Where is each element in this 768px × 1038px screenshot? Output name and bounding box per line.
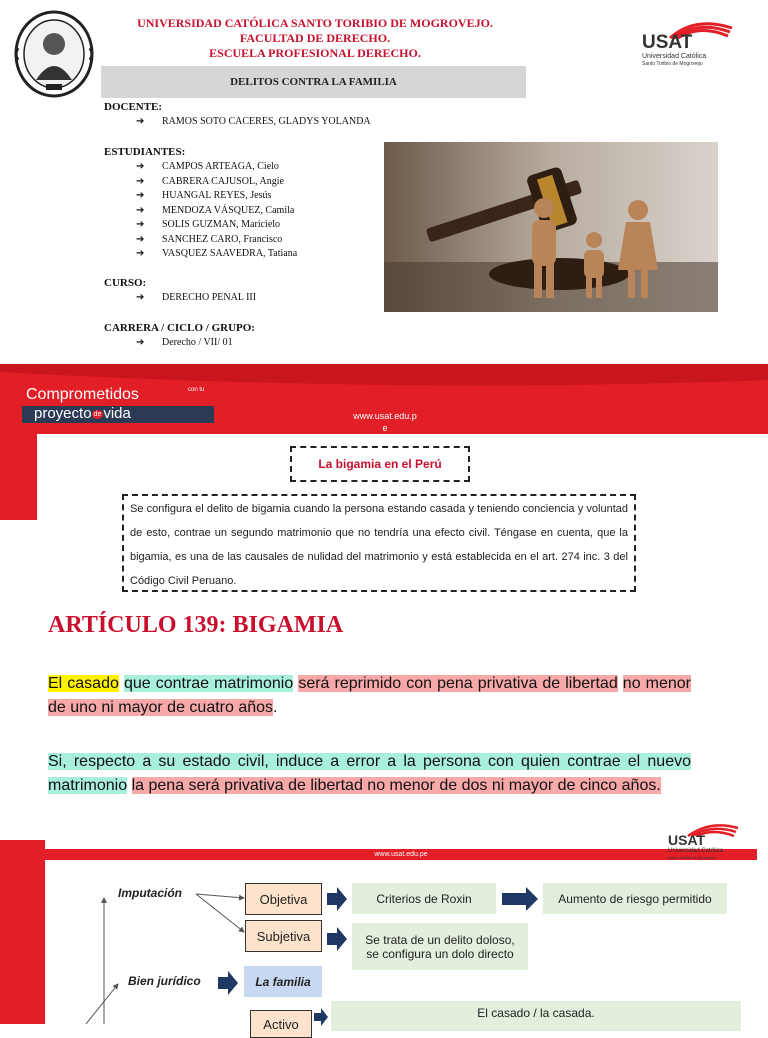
university-name: UNIVERSIDAD CATÓLICA SANTO TORIBIO DE MOGROVEJO. xyxy=(137,16,493,30)
usat-logo-small-text: USAT xyxy=(668,832,706,848)
student-name: SOLIS GUZMAN, Maricielo xyxy=(162,219,281,230)
box-el-casado xyxy=(331,1001,741,1031)
usat-logo-small xyxy=(666,818,746,864)
teacher-item xyxy=(136,115,371,130)
student-name: CABRERA CAJUSOL, Angie xyxy=(162,175,284,187)
box-la-familia: La familia xyxy=(244,966,322,997)
box-criterios-roxin: Criterios de Roxin xyxy=(352,883,496,914)
navy-arrow-icon xyxy=(502,887,538,916)
student-item xyxy=(136,233,297,248)
university-seal-logo xyxy=(12,8,96,100)
usat-logo-subtitle-1: Universidad Católica xyxy=(642,53,707,60)
student-item xyxy=(136,247,297,262)
usat-logo-small-subtitle-2: Santo Toribio de Mogrovejo xyxy=(668,855,717,860)
usat-logo-text: USAT xyxy=(642,32,693,53)
doloso-line-1: Se trata de un delito doloso, xyxy=(365,932,515,947)
subject-bar: DELITOS CONTRA LA FAMILIA xyxy=(101,66,526,98)
slogan-con-tu: con tu xyxy=(188,387,205,393)
teacher-name: RAMOS SOTO CACERES, GLADYS YOLANDA xyxy=(162,116,371,127)
highlight-penalty-range: no menor de uno ni mayor de cuatro años xyxy=(48,675,692,716)
career-value: Derecho / VII/ 01 xyxy=(162,337,233,348)
highlight-aggravating-conduct: Si, respecto a su estado civil, induce a error a la persona con quien contrae el nuevo matrimonio xyxy=(48,753,691,794)
student-item xyxy=(136,189,297,204)
student-item xyxy=(136,204,297,219)
student-name: MENDOZA VÁSQUEZ, Camila xyxy=(162,204,295,216)
arrow-right-icon: ➔ xyxy=(136,190,145,201)
student-item xyxy=(136,160,297,175)
school-name: ESCUELA PROFESIONAL DERECHO. xyxy=(209,46,421,60)
arrow-right-icon: ➔ xyxy=(136,204,145,216)
navy-arrow-icon xyxy=(327,887,347,916)
box-subjetiva: Subjetiva xyxy=(245,920,322,952)
arrow-right-icon: ➔ xyxy=(136,337,145,348)
casado-text: El casado / la casada. xyxy=(477,1006,595,1020)
period: . xyxy=(273,699,278,716)
banner-url: www.usat.edu.p e xyxy=(353,411,417,433)
article-paragraph-1 xyxy=(48,672,691,720)
teacher-label: DOCENTE: xyxy=(104,101,163,113)
left-red-accent xyxy=(0,434,37,520)
usat-logo-subtitle-2: Santo Toribio de Mogrovejo xyxy=(642,61,703,67)
box-activo: Activo xyxy=(250,1010,312,1038)
highlight-penalty: será reprimido con pena privativa de libertad xyxy=(298,675,618,692)
family-gavel-photo xyxy=(384,142,718,312)
student-name: SANCHEZ CARO, Francisco xyxy=(162,233,283,245)
cover-slide xyxy=(0,0,768,362)
student-name: CAMPOS ARTEAGA, Cielo xyxy=(162,161,279,172)
arrow-right-icon: ➔ xyxy=(136,292,145,303)
career-item xyxy=(136,336,233,351)
course-item xyxy=(136,291,256,306)
highlight-subject: El casado xyxy=(48,675,119,692)
arrow-right-icon: ➔ xyxy=(136,233,145,245)
arrow-right-icon: ➔ xyxy=(136,161,145,172)
students-label: ESTUDIANTES: xyxy=(104,146,186,158)
navy-arrow-icon xyxy=(327,927,347,956)
slogan-de: de xyxy=(93,410,102,418)
compromised-slogan xyxy=(22,387,214,423)
institution-heading xyxy=(110,16,520,61)
highlight-conduct: que contrae matrimonio xyxy=(123,675,294,692)
bigamy-peru-title: La bigamia en el Perú xyxy=(290,446,470,482)
student-name: HUANGAL REYES, Jesús xyxy=(162,190,272,201)
faculty-name: FACULTAD DE DERECHO. xyxy=(239,31,391,45)
arrow-right-icon: ➔ xyxy=(136,116,145,127)
arrow-right-icon: ➔ xyxy=(136,175,145,187)
student-name: VASQUEZ SAAVEDRA, Tatiana xyxy=(162,248,298,259)
doloso-line-2: se configura un dolo directo xyxy=(366,946,514,961)
box-delito-doloso xyxy=(352,923,528,970)
article-title: ARTÍCULO 139: BIGAMIA xyxy=(48,612,344,638)
course-label: CURSO: xyxy=(104,277,147,289)
arrow-right-icon: ➔ xyxy=(136,248,145,259)
student-item xyxy=(136,175,297,190)
slogan-line1: Comprometidos xyxy=(26,386,139,403)
arrow-right-icon: ➔ xyxy=(136,219,145,230)
slogan-proyecto: proyecto xyxy=(34,405,92,422)
diagram-label-bien-juridico: Bien jurídico xyxy=(128,974,201,988)
career-label: CARRERA / CICLO / GRUPO: xyxy=(104,322,255,334)
students-list xyxy=(136,160,297,262)
course-name: DERECHO PENAL III xyxy=(162,292,257,303)
diagram-label-imputacion: Imputación xyxy=(118,886,183,900)
article-paragraph-2 xyxy=(48,750,691,798)
box-objetiva: Objetiva xyxy=(245,883,322,915)
navy-arrow-icon xyxy=(218,971,238,1000)
student-item xyxy=(136,218,297,233)
slogan-line2 xyxy=(34,405,131,422)
navy-arrow-icon xyxy=(314,1008,328,1031)
bigamy-peru-text: Se configura el delito de bigamia cuando la persona estando casada y teniendo conciencia y voluntad de esto, contrae un segundo matrimonio que no tendría una efecto civil. Téngase en cuenta, que la bigamia, es una de las causales de nulidad del matrimonio y está establecida en el art. 274 inc. 3 del Código Civil Peruano. xyxy=(122,494,636,592)
usat-logo-small-subtitle-1: Universidad Católica xyxy=(668,848,724,854)
highlight-aggravated-penalty: la pena será privativa de libertad no menor de dos ni mayor de cinco años. xyxy=(131,777,661,794)
usat-logo xyxy=(640,14,740,74)
slogan-vida: vida xyxy=(103,405,131,422)
slide3-url-bar: www.usat.edu.pe xyxy=(45,849,757,860)
box-aumento-riesgo: Aumento de riesgo permitido xyxy=(543,883,727,914)
